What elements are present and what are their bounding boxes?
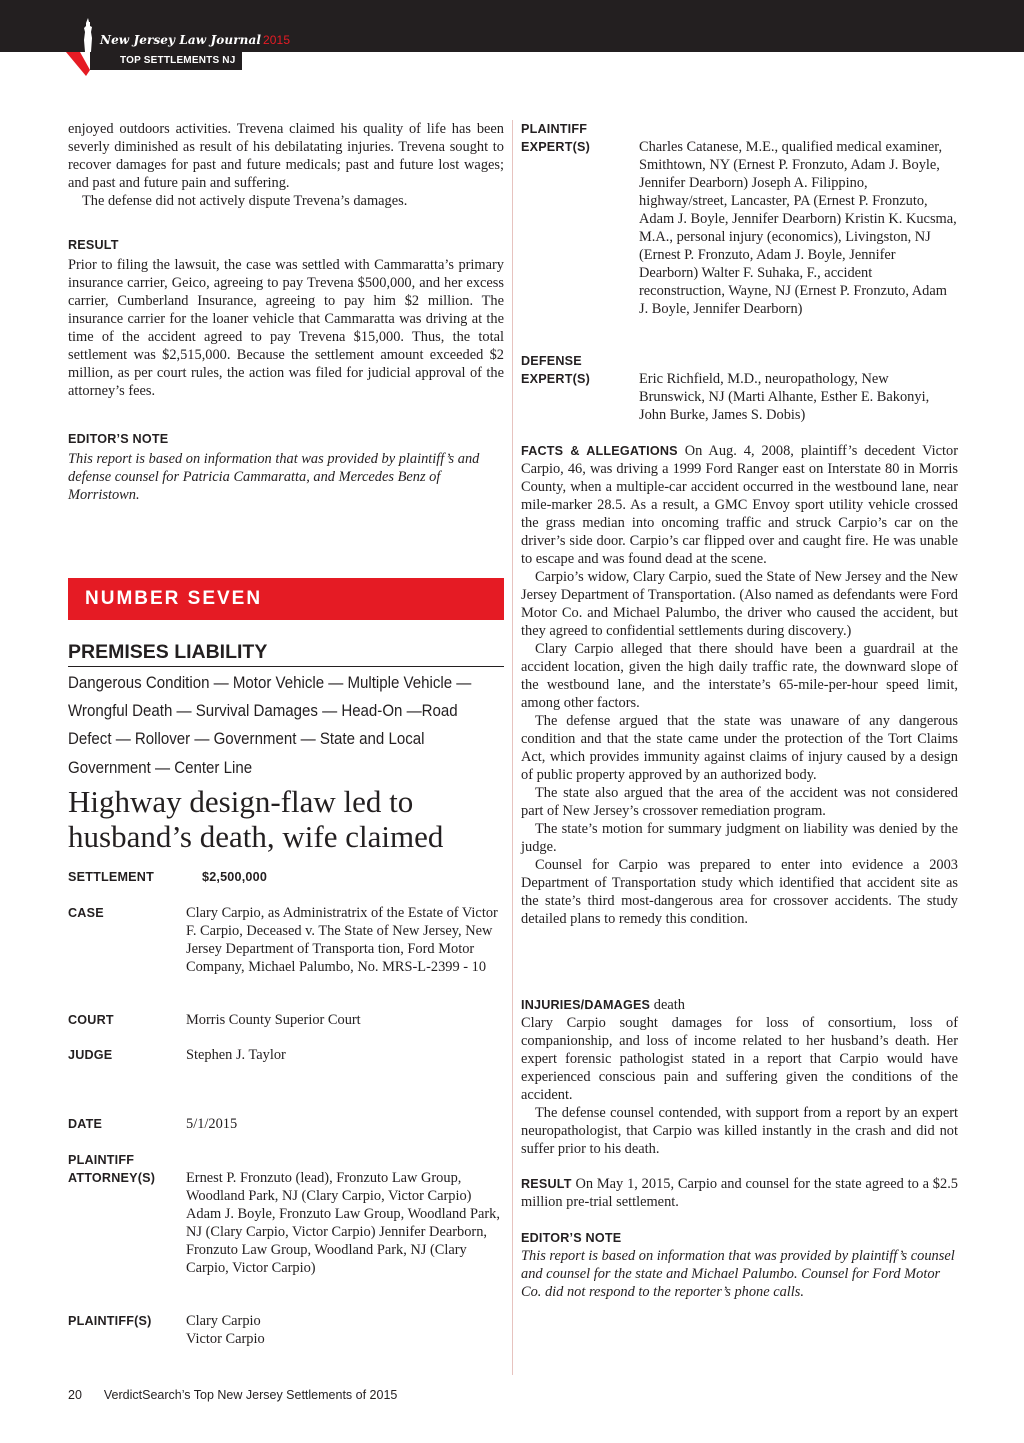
- editors-note-text: This report is based on information that was provided by plaintiff’s and defense counsel for Patricia Cammaratta, and Mercedes Benz of Morristown.: [68, 451, 480, 503]
- injuries-paragraph-1: Clary Carpio sought damages for loss of consortium, loss of companionship, and loss of income related to her husband’s death. Her expert forensic pathologist stated in a report that Carpio would have experienced conscious pain and suffering given the conditions of the accident.: [521, 1015, 958, 1103]
- result-text: Prior to filing the lawsuit, the case was settled with Cammaratta’s primary insurance carrier, Geico, agreeing to pay Trevena $500,000, and her excess carrier, Cumberland Insurance, agreeing to pay him $2 million. The insurance carrier for the loaner vehicle that Cammaratta was driving at the time of the accident agreed to pay Trevena $15,000. Thus, the total settlement was $2,515,000. Because the settlement amount exceeded $2 million, as per court rules, the action was filed for judicial approval of the attorney’s fees.: [68, 257, 504, 399]
- case-value: Clary Carpio, as Administratrix of the Estate of Victor F. Carpio, Deceased v. The State of New Jersey, New Jersey Department of Transporta tion, Ford Motor Company, Michael Palumbo, No. MRS-L-2399 - 10: [186, 905, 498, 975]
- plaintiff-experts-value: Charles Catanese, M.E., qualified medical examiner, Smithtown, NY (Ernest P. Fronzuto, Adam J. Boyle, Jennifer Dearborn) Joseph A. Filippino, highway/street, Lancaster, PA (Ernest P. Fronzuto, Adam J. Boyle, Jennifer Dearborn) Kristin K. Kucsma, M.A., personal injury (economics), Livingston, NJ (Ernest P. Fronzuto, Adam J. Boyle, Jennifer Dearborn) Walter F. Suhaka, F., accident reconstruction, Wayne, NJ (Ernest P. Fronzuto, Adam J. Boyle, Jennifer Dearborn): [639, 139, 957, 317]
- editors-note-right-text: This report is based on information that was provided by plaintiff’s counsel and counsel for the state and Michael Palumbo. Counsel for Ford Motor Co. did not respond to the reporter’s phone calls.: [521, 1248, 955, 1300]
- facts-paragraph-5: The state also argued that the area of the accident was not considered part of New Jersey’s crossover remediation program.: [521, 785, 958, 819]
- court-label: COURT: [68, 1013, 114, 1027]
- intro-block: [68, 120, 504, 210]
- result-section: [68, 236, 504, 400]
- defense-experts-value: Eric Richfield, M.D., neuropathology, New Brunswick, NJ (Marti Alhante, Esther E. Bakonyi, John Burke, James S. Dobis): [639, 371, 930, 423]
- date-value: 5/1/2015: [186, 1116, 238, 1132]
- result-heading: RESULT: [68, 238, 119, 252]
- date-label: DATE: [68, 1117, 103, 1131]
- settlement-label: SETTLEMENT: [68, 870, 154, 884]
- footer-publication: VerdictSearch’s Top New Jersey Settlements of 2015: [103, 1388, 398, 1402]
- result-right-text: On May 1, 2015, Carpio and counsel for the state agreed to a $2.5 million pre-trial settlement.: [521, 1176, 958, 1210]
- number-seven-banner: NUMBER SEVEN: [68, 578, 504, 620]
- defense-experts-label-line2: EXPERT(S): [521, 372, 590, 386]
- facts-paragraph-1-text: On Aug. 4, 2008, plaintiff’s decedent Victor Carpio, 46, was driving a 1999 Ford Ranger east on Interstate 80 in Morris County, when a multiple-car accident occurred in the westbound lane, near mile-marker 28.5. As a result, a GMC Envoy sport utility vehicle crossed the grass median into oncoming traffic and struck Carpio’s car on the driver’s side door. Carpio’s car flipped over and caught fire. He was unable to escape and was found dead at the scene.: [521, 443, 958, 567]
- statue-of-liberty-icon: [80, 18, 96, 52]
- facts-paragraph-3: Clary Carpio alleged that there should have been a guardrail at the accident location, given the high daily traffic rate, the downward slope of the westbound lane, and the interstate’s 65-mile-per-hour speed limit, among other factors.: [521, 641, 958, 711]
- masthead-name: New Jersey Law Journal: [100, 33, 261, 47]
- facts-paragraph-7: Counsel for Carpio was prepared to enter into evidence a 2003 Department of Transportation study which identified that accident site as the state’s third most-dangerous area for crossover accidents. The study detailed plans to remedy this condition.: [521, 857, 958, 927]
- intro-paragraph-2: The defense did not actively dispute Trevena’s damages.: [82, 193, 408, 209]
- plaintiff-name-2: Victor Carpio: [186, 1331, 265, 1347]
- plaintiff-attorneys-value: Ernest P. Fronzuto (lead), Fronzuto Law Group, Woodland Park, NJ (Clary Carpio, Victor Carpio) Adam J. Boyle, Fronzuto Law Group, Woodland Park, NJ (Clary Carpio, Victor Carpio) Jennifer Dearborn, Fronzuto Law Group, Woodland Park, NJ (Clary Carpio, Victor Carpio): [186, 1170, 500, 1276]
- facts-heading: FACTS & ALLEGATIONS: [521, 444, 678, 458]
- injuries-heading: INJURIES/DAMAGES: [521, 998, 651, 1012]
- facts-paragraph-2: Carpio’s widow, Clary Carpio, sued the State of New Jersey and the New Jersey Department of Transportation. (Also named as defendants were Ford Motor Co. and Michael Palumbo, the driver who caused the accident, but they agreed to confidential settlements during discovery.): [521, 569, 958, 639]
- editors-note-section: [68, 430, 504, 504]
- case-headline: Highway design-flaw led to husband’s death, wife claimed: [68, 784, 444, 854]
- plaintiffs-label: PLAINTIFF(S): [68, 1314, 152, 1328]
- plaintiffs-value: [186, 1312, 502, 1348]
- judge-value: Stephen J. Taylor: [186, 1047, 286, 1063]
- injuries-lead: death: [653, 997, 685, 1013]
- editors-note-heading: EDITOR’S NOTE: [68, 432, 169, 446]
- plaintiff-name-1: Clary Carpio: [186, 1313, 261, 1329]
- editors-note-right-section: [521, 1229, 958, 1301]
- column-divider: [512, 120, 513, 1375]
- injuries-section: [521, 996, 958, 1158]
- result-right-heading: RESULT: [521, 1177, 572, 1191]
- plaintiff-attorneys-label-line2: ATTORNEY(S): [68, 1171, 156, 1185]
- court-value: Morris County Superior Court: [186, 1012, 361, 1028]
- facts-paragraph-6: The state’s motion for summary judgment on liability was denied by the judge.: [521, 821, 958, 855]
- injuries-lead-line: [521, 996, 958, 1014]
- section-tag: TOP SETTLEMENTS NJ: [90, 52, 242, 70]
- intro-paragraph-1: enjoyed outdoors activities. Trevena claimed his quality of life has been severly diminished as result of his debilatating injuries. Trevena sought to recover damages for past and future medicals; past and future lost wages; and past and future pain and suffering.: [68, 121, 504, 191]
- settlement-value: $2,500,000: [202, 870, 268, 884]
- plaintiff-experts-label-line1: PLAINTIFF: [521, 122, 588, 136]
- masthead-title: [100, 33, 290, 47]
- plaintiff-attorneys-label-line1: PLAINTIFF: [68, 1153, 135, 1167]
- defense-experts-label-line1: DEFENSE: [521, 354, 582, 368]
- judge-label: JUDGE: [68, 1048, 113, 1062]
- facts-section: [521, 442, 958, 928]
- facts-paragraph-4: The defense argued that the state was unaware of any dangerous condition and that the state came under the protection of the Tort Claims Act, which provides immunity against claims of injury caused by a design of public property approved by an authorized body.: [521, 713, 958, 783]
- facts-paragraph-1: [521, 442, 958, 568]
- case-label: CASE: [68, 906, 104, 920]
- defense-experts-label: [521, 352, 639, 388]
- injuries-paragraph-2: The defense counsel contended, with support from a report by an expert neuropathologist, that Carpio was killed instantly in the crash and did not suffer prior to his death.: [521, 1105, 958, 1157]
- masthead-year: 2015: [263, 33, 291, 47]
- case-tags: Dangerous Condition — Motor Vehicle — Multiple Vehicle — Wrongful Death — Survival Damages — Head-On —Road Defect — Rollover — Government — State and Local Government — Center Line: [68, 674, 472, 777]
- page-footer: [68, 1388, 397, 1402]
- plaintiff-attorneys-label: [68, 1151, 186, 1187]
- page-number: 20: [68, 1388, 82, 1402]
- result-right-section: [521, 1175, 958, 1211]
- plaintiff-experts-label: [521, 120, 639, 156]
- plaintiff-experts-label-line2: EXPERT(S): [521, 140, 590, 154]
- result-right-paragraph: [521, 1175, 958, 1211]
- category-heading: PREMISES LIABILITY: [68, 641, 504, 667]
- editors-note-right-heading: EDITOR’S NOTE: [521, 1231, 622, 1245]
